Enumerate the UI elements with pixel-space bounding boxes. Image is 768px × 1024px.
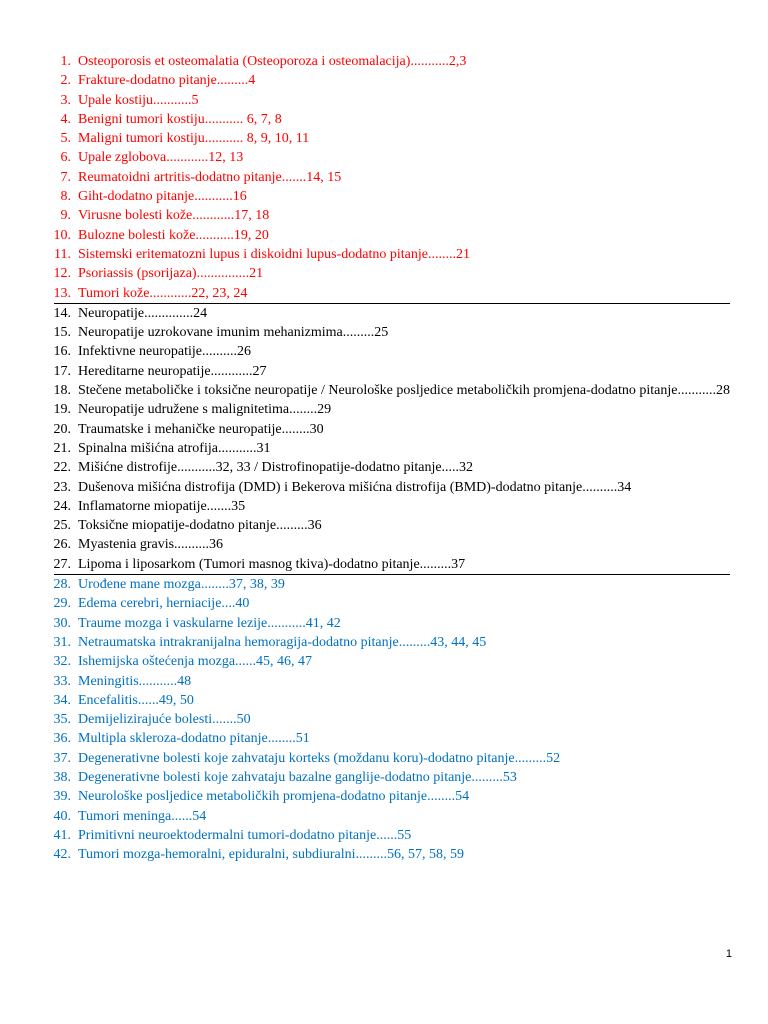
- toc-item: [0, 245, 768, 264]
- toc-item: [0, 168, 768, 187]
- toc-item-number: 21.: [53, 440, 71, 456]
- toc-item-text: Infektivne neuropatije..........26: [78, 344, 252, 360]
- toc-item-text: Traume mozga i vaskularne lezije...........41, 42: [78, 615, 341, 631]
- toc-item: [0, 633, 768, 652]
- toc-item: [0, 148, 768, 167]
- toc-item: [0, 787, 768, 806]
- toc-item: [0, 304, 768, 323]
- toc-item-text: Ishemijska oštećenja mozga......45, 46, 47: [78, 654, 313, 670]
- toc-item-text: Stečene metaboličke i toksične neuropatije / Neurološke posljedice metaboličkih promjena-dodatno pitanje...........28: [78, 383, 730, 399]
- toc-item-number: 27.: [53, 556, 71, 572]
- toc-item-number: 5.: [60, 131, 71, 147]
- toc-item-text: Toksične miopatije-dodatno pitanje.........36: [78, 518, 322, 534]
- toc-item-number: 12.: [53, 266, 71, 282]
- toc-item: [0, 652, 768, 671]
- toc-item: [0, 458, 768, 477]
- toc-item: [0, 749, 768, 768]
- toc-item: [0, 535, 768, 554]
- toc-item: [0, 226, 768, 245]
- toc-item-number: 22.: [53, 460, 71, 476]
- toc-item: [0, 729, 768, 748]
- toc-item-text: Encefalitis......49, 50: [78, 692, 194, 708]
- toc-item-number: 19.: [53, 402, 71, 418]
- toc-item-number: 42.: [53, 847, 71, 863]
- toc-item-number: 37.: [53, 750, 71, 766]
- toc-item-text: Upale zglobova............12, 13: [78, 150, 244, 166]
- toc-item-number: 7.: [60, 169, 71, 185]
- toc-item: [0, 826, 768, 845]
- toc-item-text: Spinalna mišićna atrofija...........31: [78, 440, 271, 456]
- toc-section-bones-skin: [0, 52, 768, 303]
- toc-item-number: 2.: [60, 73, 71, 89]
- toc-item: [0, 478, 768, 497]
- toc-item-text: Frakture-dodatno pitanje.........4: [78, 73, 256, 89]
- toc-item: [0, 768, 768, 787]
- toc-item-number: 35.: [53, 712, 71, 728]
- toc-item: [0, 420, 768, 439]
- toc-item-text: Upale kostiju...........5: [78, 92, 199, 108]
- toc-item-text: Lipoma i liposarkom (Tumori masnog tkiva)-dodatno pitanje.........37: [78, 556, 466, 572]
- toc-item: [0, 691, 768, 710]
- toc-item-text: Meningitis...........48: [78, 673, 192, 689]
- toc-item: [0, 710, 768, 729]
- toc-item-number: 29.: [53, 596, 71, 612]
- toc-item: [0, 575, 768, 594]
- toc-item: [0, 362, 768, 381]
- toc-item-text: Osteoporosis et osteomalatia (Osteoporoza i osteomalacija)...........2,3: [78, 54, 467, 69]
- toc-item-number: 30.: [53, 615, 71, 631]
- toc-item-number: 8.: [60, 189, 71, 205]
- toc-item-text: Neuropatije uzrokovane imunim mehanizmima.........25: [78, 325, 389, 341]
- toc-item-number: 38.: [53, 769, 71, 785]
- toc-item: [0, 807, 768, 826]
- toc-item-number: 39.: [53, 789, 71, 805]
- toc-item-text: Netraumatska intrakranijalna hemoragija-dodatno pitanje.........43, 44, 45: [78, 634, 487, 650]
- toc-item: [0, 284, 768, 303]
- toc-section-brain: [0, 575, 768, 864]
- toc-item-text: Reumatoidni artritis-dodatno pitanje.......14, 15: [78, 169, 342, 185]
- toc-item-number: 26.: [53, 537, 71, 553]
- toc-item-text: Demijelizirajuće bolesti.......50: [78, 712, 251, 728]
- toc-item-text: Maligni tumori kostiju........... 8, 9, 10, 11: [78, 131, 310, 147]
- toc-item-number: 25.: [53, 518, 71, 534]
- toc-item: [0, 439, 768, 458]
- toc-item-text: Neuropatije..............24: [78, 305, 208, 321]
- toc-item-text: Neurološke posljedice metaboličkih promjena-dodatno pitanje........54: [78, 789, 470, 805]
- toc-item-number: 28.: [53, 577, 71, 593]
- toc-item: [0, 672, 768, 691]
- toc-item-number: 11.: [54, 246, 71, 262]
- page-number: 1: [725, 948, 732, 960]
- toc-item-text: Bulozne bolesti kože...........19, 20: [78, 227, 269, 243]
- toc-item-number: 32.: [53, 654, 71, 670]
- toc-item-number: 15.: [53, 325, 71, 341]
- toc-item-text: Tumori mozga-hemoralni, epiduralni, subdiuralni.........56, 57, 58, 59: [78, 847, 464, 863]
- toc-item-text: Primitivni neuroektodermalni tumori-dodatno pitanje......55: [78, 827, 412, 843]
- toc-item-text: Tumori meninga......54: [78, 808, 207, 824]
- toc-item: [0, 52, 768, 71]
- toc-item-number: 9.: [60, 208, 71, 224]
- toc-item-number: 10.: [53, 227, 71, 243]
- toc-item-text: Traumatske i mehaničke neuropatije........30: [78, 421, 324, 437]
- toc-item-text: Neuropatije udružene s malignitetima........29: [78, 402, 332, 418]
- toc-item: [0, 91, 768, 110]
- toc-item: [0, 71, 768, 90]
- toc-item-number: 3.: [60, 92, 71, 108]
- toc-item: [0, 110, 768, 129]
- toc-item-number: 18.: [53, 383, 71, 399]
- toc-item-number: 41.: [53, 827, 71, 843]
- toc-item: [0, 594, 768, 613]
- toc-item-text: Urođene mane mozga........37, 38, 39: [78, 577, 285, 593]
- toc-item-number: 13.: [53, 285, 71, 301]
- toc-item-text: Edema cerebri, herniacije....40: [78, 596, 250, 612]
- toc-item-number: 14.: [53, 305, 71, 321]
- toc-item-text: Benigni tumori kostiju........... 6, 7, 8: [78, 111, 282, 127]
- toc-section-neuromuscular: [0, 304, 768, 574]
- toc-item-text: Psoriassis (psorijaza)...............21: [78, 266, 264, 282]
- toc-item: [0, 614, 768, 633]
- toc-item: [0, 342, 768, 361]
- toc-item-text: Tumori kože............22, 23, 24: [78, 285, 248, 301]
- toc-item-number: 24.: [53, 498, 71, 514]
- toc-item: [0, 555, 768, 574]
- toc-item-text: Degenerativne bolesti koje zahvataju korteks (moždanu koru)-dodatno pitanje.........52: [78, 750, 561, 766]
- toc-item-number: 34.: [53, 692, 71, 708]
- toc-item-number: 36.: [53, 731, 71, 747]
- toc-item-text: Sistemski eritematozni lupus i diskoidni lupus-dodatno pitanje........21: [78, 246, 470, 262]
- toc-item: [0, 206, 768, 225]
- toc-item: [0, 129, 768, 148]
- toc-item-text: Mišićne distrofije...........32, 33 / Distrofinopatije-dodatno pitanje.....32: [78, 460, 474, 476]
- toc-item-number: 23.: [53, 479, 71, 495]
- toc-item-number: 33.: [53, 673, 71, 689]
- table-of-contents: [0, 52, 768, 864]
- toc-item-number: 40.: [53, 808, 71, 824]
- toc-item-number: 17.: [53, 363, 71, 379]
- toc-item-text: Multipla skleroza-dodatno pitanje........51: [78, 731, 310, 747]
- toc-item-text: Myastenia gravis..........36: [78, 537, 224, 553]
- toc-item-text: Degenerativne bolesti koje zahvataju bazalne ganglije-dodatno pitanje.........53: [78, 769, 517, 785]
- toc-item: [0, 381, 768, 400]
- toc-item-number: 20.: [53, 421, 71, 437]
- toc-item-number: 6.: [60, 150, 71, 166]
- toc-item: [0, 845, 768, 864]
- toc-item-number: 4.: [60, 111, 71, 127]
- toc-item-text: Inflamatorne miopatije.......35: [78, 498, 246, 514]
- toc-item-text: Virusne bolesti kože............17, 18: [78, 208, 270, 224]
- toc-item-number: 31.: [53, 634, 71, 650]
- toc-item-text: Giht-dodatno pitanje...........16: [78, 189, 247, 205]
- toc-item: [0, 497, 768, 516]
- toc-item-text: Hereditarne neuropatije............27: [78, 363, 267, 379]
- toc-item-number: 16.: [53, 344, 71, 360]
- toc-item-number: 1.: [60, 54, 71, 69]
- toc-item: [0, 516, 768, 535]
- toc-item: [0, 323, 768, 342]
- toc-item-text: Dušenova mišićna distrofija (DMD) i Bekerova mišićna distrofija (BMD)-dodatno pitanje..........34: [78, 479, 632, 495]
- toc-item: [0, 400, 768, 419]
- toc-item: [0, 264, 768, 283]
- toc-item: [0, 187, 768, 206]
